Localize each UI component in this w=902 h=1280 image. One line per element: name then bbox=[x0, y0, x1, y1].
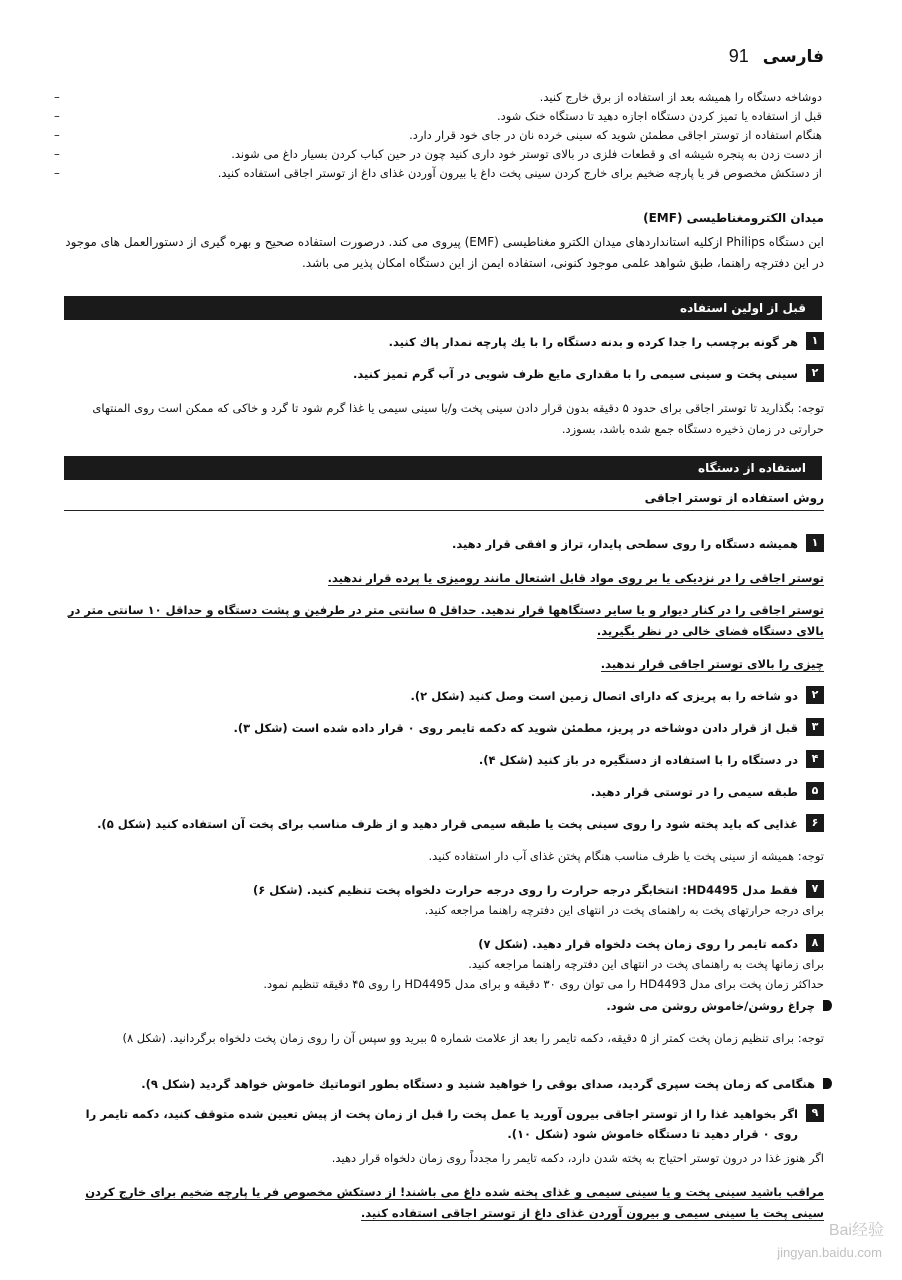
step-8-detail-1: برای زمانها پخت به راهنمای پخت در انتهای این دفترچه راهنما مراجعه کنید. bbox=[468, 957, 824, 971]
using-step-8 bbox=[64, 934, 824, 954]
step-text: طبقه سیمی را در توستی قرار دهید. bbox=[590, 785, 798, 799]
using-step-1 bbox=[64, 534, 824, 554]
list-item: – از دستکش مخصوص فر یا پارچه ضخیم برای خارج کردن سینی پخت داغ یا بیرون آوردن غذای داغ از توستر اجاقی استفاده کنید. bbox=[54, 166, 822, 180]
emf-body: این دستگاه Philips ازکلیه استانداردهای میدان الکترو مغناطیسی (EMF) پیروی می کند. درصورت استفاده صحیح و بهره گیری از دستورالعمل های موجود در این دفترچه راهنما، طبق شواهد علمی موجود کنونی، استفاده ایمن از این دستگاه امکان پذیر می باشد. bbox=[65, 235, 824, 270]
bullet-icon bbox=[823, 1078, 832, 1089]
using-step-2 bbox=[64, 686, 824, 706]
page-header bbox=[729, 46, 824, 67]
using-step-4 bbox=[64, 750, 824, 770]
note-first-use: توجه: بگذارید تا توستر اجاقی برای حدود ۵ دقیقه بدون قرار دادن سینی پخت و/یا سینی سیمی یا غذا گرم شود تا گرد و خاکی که ممکن است روی المنتهای حرارتی در زمان ذخیره دستگاه جمع شده باشد، بسوزد. bbox=[92, 401, 824, 436]
step-number: ۴ bbox=[806, 750, 824, 768]
list-item: – هنگام استفاده از توستر اجاقی مطمئن شوید که سینی خرده نان در جای خود قرار دارد. bbox=[54, 128, 822, 142]
warning-flammable: توستر اجاقی را در نزدیکی یا بر روی مواد قابل اشتعال مانند رومیزی یا پرده قرار ندهید. bbox=[327, 571, 824, 585]
note-step-6: توجه: همیشه از سینی پخت یا ظرف مناسب هنگام پختن غذای آب دار استفاده کنید. bbox=[428, 849, 824, 863]
step-text: دکمه تایمر را روی زمان پخت دلخواه قرار دهید. (شکل ۷) bbox=[478, 937, 798, 951]
using-step-6 bbox=[64, 814, 824, 834]
step-number: ۶ bbox=[806, 814, 824, 832]
step-text: سینی پخت و سینی سیمی را با مقداری مایع ظرف شویی در آب گرم تمیز کنید. bbox=[352, 367, 798, 381]
section-bar-using: استفاده از دستگاه bbox=[64, 456, 822, 480]
step-text: دو شاخه را به پریزی که دارای اتصال زمین است وصل کنید (شکل ۲). bbox=[410, 689, 798, 703]
step-text: در دستگاه را با استفاده از دستگیره در باز کنید (شکل ۴). bbox=[478, 753, 798, 767]
step-number: ۷ bbox=[806, 880, 824, 898]
step-number: ۱ bbox=[806, 332, 824, 350]
step-1 bbox=[64, 332, 824, 352]
step-number: ۲ bbox=[806, 686, 824, 704]
page-number: 91 bbox=[728, 46, 749, 66]
step-text: قبل از قرار دادن دوشاخه در پریز، مطمئن شوید که دکمه تایمر روی ۰ قرار داده شده است (شکل ۳). bbox=[233, 721, 798, 735]
step-text: غذایی که باید پخته شود را روی سینی پخت یا طبقه سیمی قرار دهید و از ظرف مناسب برای پخت آن استفاده کنید (شکل ۵). bbox=[97, 817, 798, 831]
step-8-bullet: چراغ روشن/خاموش روشن می شود. bbox=[72, 996, 832, 1016]
list-item: – قبل از استفاده یا تمیز کردن دستگاه اجازه دهید تا دستگاه خنک شود. bbox=[54, 109, 822, 123]
note-step-8: توجه: برای تنظیم زمان پخت کمتر از ۵ دقیقه، دکمه تایمر را بعد از علامت شماره ۵ ببرید وو سپس آن را روی زمان پخت دلخواه برگردانید. (شکل ۸) bbox=[122, 1031, 824, 1045]
using-step-9 bbox=[64, 1104, 824, 1144]
step-number: ۱ bbox=[806, 534, 824, 552]
step-number: ۳ bbox=[806, 718, 824, 736]
section-bar-before-first-use: قبل از اولین استفاده bbox=[64, 296, 822, 320]
step-text: فقط مدل HD4495: انتخابگر درجه حرارت را روی درجه حرارت دلخواه پخت تنظیم کنید. (شکل ۶) bbox=[252, 883, 798, 897]
step-2 bbox=[64, 364, 824, 384]
using-step-5 bbox=[64, 782, 824, 802]
step-text: اگر بخواهید غذا را از توستر اجاقی بیرون آورید یا عمل پخت را قبل از زمان پخت از پیش تعیین شده متوقف کنید، دکمه تایمر را روی ۰ قرار دهید تا دستگاه خاموش شود (شکل ۱۰). bbox=[85, 1107, 798, 1141]
using-step-3 bbox=[64, 718, 824, 738]
step-number: ۲ bbox=[806, 364, 824, 382]
list-item: – از دست زدن به پنجره شیشه ای و قطعات فلزی در بالای توستر خود داری کنید چون در حین کباب کردن بسیار داغ می شوند. bbox=[54, 147, 822, 161]
watermark-logo: Bai经验 bbox=[828, 1222, 884, 1239]
step-text: همیشه دستگاه را روی سطحی پایدار، تراز و افقی قرار دهید. bbox=[451, 537, 798, 551]
step-7-detail: برای درجه حرارتهای پخت به راهنمای پخت در انتهای این دفترچه راهنما مراجعه کنید. bbox=[424, 903, 824, 917]
step-number: ۵ bbox=[806, 782, 824, 800]
using-step-7 bbox=[64, 880, 824, 900]
list-item: – دوشاخه دستگاه را همیشه بعد از استفاده از برق خارج کنید. bbox=[54, 90, 822, 104]
language-title: فارسی bbox=[762, 47, 824, 67]
step-9-detail: اگر هنوز غذا در درون توستر احتیاج به پخته شدن دارد، دکمه تایمر را مجدداً روی زمان دلخواه قرار دهید. bbox=[331, 1151, 824, 1165]
final-warning: مراقب باشید سینی پخت و یا سینی سیمی و غذای پخته شده داغ می باشند! از دستکش مخصوص فر یا پارچه ضخیم برای خارج کردن سینی پخت یا سینی سیمی و بیرون آوردن غذای داغ از توستر اجاقی استفاده کنید. bbox=[85, 1185, 824, 1220]
note-8-bullet: هنگامی که زمان پخت سپری گردید، صدای بوقی را خواهید شنید و دستگاه بطور اتوماتیك خاموش خواهد گردید (شکل ۹). bbox=[72, 1074, 832, 1094]
watermark-url: jingyan.baidu.com bbox=[777, 1245, 882, 1260]
bullet-icon bbox=[823, 1000, 832, 1011]
step-number: ۸ bbox=[806, 934, 824, 952]
step-text: هر گونه برچسب را جدا کرده و بدنه دستگاه را با یك پارچه نمدار پاك کنید. bbox=[388, 335, 798, 349]
subsection-title: روش استفاده از توستر اجاقی bbox=[64, 488, 824, 511]
step-8-detail-2: حداکثر زمان پخت برای مدل HD4493 را می توان روی ۳۰ دقیقه و برای مدل HD4495 را روی ۴۵ دقیقه تنظیم نمود. bbox=[263, 977, 824, 991]
safety-bullet-list bbox=[54, 88, 824, 183]
warning-clearance: توستر اجاقی را در کنار دیوار و یا سایر دستگاهها قرار ندهید. حداقل ۵ سانتی متر در طرفین و پشت دستگاه و حداقل ۱۰ سانتی متر در بالای دستگاه فضای خالی در نظر بگیرید. bbox=[67, 603, 824, 638]
warning-top: چیزی را بالای توستر اجاقی قرار ندهید. bbox=[600, 657, 824, 671]
emf-title: میدان الکترومغناطیسی (EMF) bbox=[643, 211, 824, 225]
step-number: ۹ bbox=[806, 1104, 824, 1122]
